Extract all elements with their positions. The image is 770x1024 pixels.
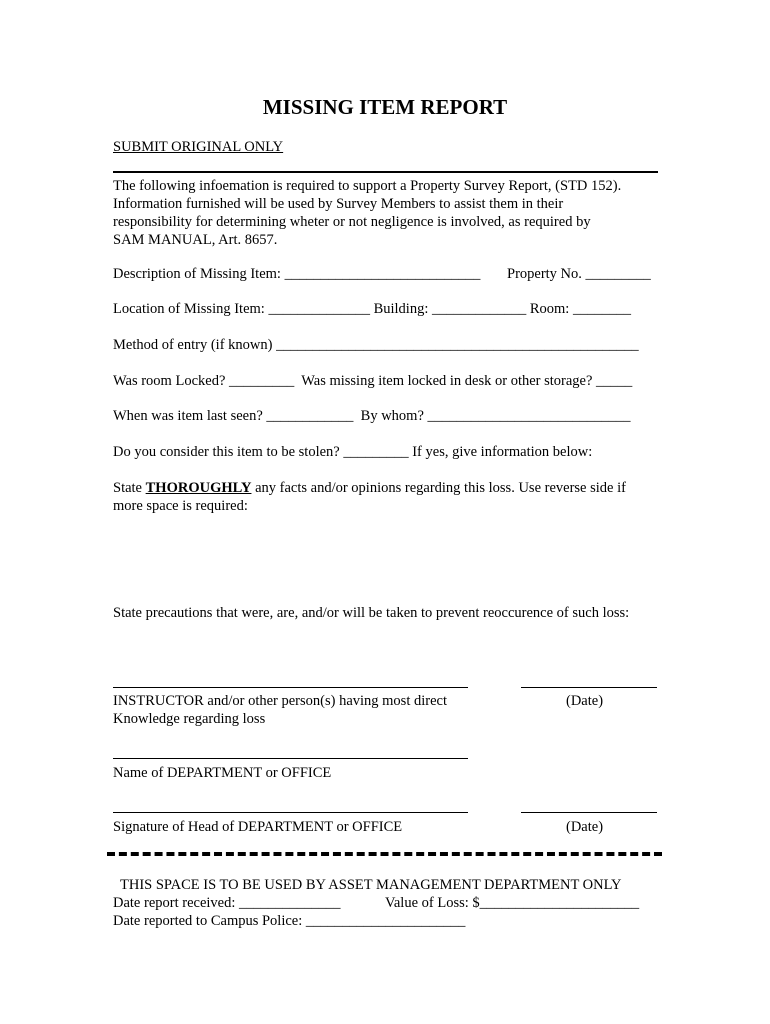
head-signature-line[interactable] bbox=[113, 812, 468, 813]
precautions-instruction: State precautions that were, are, and/or will be taken to prevent reoccurence of such loss: bbox=[113, 605, 630, 621]
thoroughly-emphasis: THOROUGHLY bbox=[145, 480, 252, 496]
header-rule bbox=[113, 171, 658, 173]
room-locked-field[interactable]: Was room Locked? _________ Was missing item locked in desk or other storage? _____ bbox=[113, 373, 633, 389]
page-title: MISSING ITEM REPORT bbox=[262, 95, 508, 119]
date-line-2[interactable] bbox=[521, 812, 657, 813]
instructor-label-line2: Knowledge regarding loss bbox=[113, 711, 266, 727]
date-label-1: (Date) bbox=[566, 693, 604, 709]
method-of-entry-field[interactable]: Method of entry (if known) __________________________________________________ bbox=[113, 337, 639, 353]
submit-original-notice: SUBMIT ORIGINAL ONLY bbox=[113, 139, 284, 155]
thoroughly-instruction bbox=[113, 479, 626, 497]
asset-management-heading: THIS SPACE IS TO BE USED BY ASSET MANAGEMENT DEPARTMENT ONLY bbox=[120, 877, 622, 893]
thoroughly-instruction-line2: more space is required: bbox=[113, 498, 248, 514]
date-received-field[interactable]: Date report received: ______________ bbox=[113, 895, 341, 911]
instructor-label: INSTRUCTOR and/or other person(s) having most direct bbox=[113, 693, 447, 709]
dashed-divider bbox=[107, 852, 662, 856]
intro-line: SAM MANUAL, Art. 8657. bbox=[113, 232, 278, 248]
date-reported-police-field[interactable]: Date reported to Campus Police: ______________________ bbox=[113, 913, 466, 929]
last-seen-field[interactable]: When was item last seen? ____________ By whom? ____________________________ bbox=[113, 408, 631, 424]
department-name-line[interactable] bbox=[113, 758, 468, 759]
head-signature-label: Signature of Head of DEPARTMENT or OFFICE bbox=[113, 819, 403, 835]
instructor-signature-line[interactable] bbox=[113, 687, 468, 688]
intro-line: The following infoemation is required to support a Property Survey Report, (STD 152). bbox=[113, 178, 622, 194]
department-label: Name of DEPARTMENT or OFFICE bbox=[113, 765, 332, 781]
intro-line: responsibility for determining wheter or not negligence is involved, as required by bbox=[113, 214, 591, 230]
location-field[interactable]: Location of Missing Item: ______________ Building: _____________ Room: ________ bbox=[113, 301, 631, 317]
value-of-loss-field[interactable]: Value of Loss: $______________________ bbox=[385, 895, 640, 911]
property-no-field[interactable]: Property No. _________ bbox=[507, 266, 651, 282]
date-label-2: (Date) bbox=[566, 819, 604, 835]
intro-line: Information furnished will be used by Survey Members to assist them in their bbox=[113, 196, 564, 212]
thoroughly-prefix: State bbox=[113, 480, 146, 496]
description-field[interactable]: Description of Missing Item: ___________________________ bbox=[113, 266, 481, 282]
date-line-1[interactable] bbox=[521, 687, 657, 688]
stolen-field[interactable]: Do you consider this item to be stolen? _________ If yes, give information below: bbox=[113, 444, 593, 460]
thoroughly-suffix: any facts and/or opinions regarding this loss. Use reverse side if bbox=[251, 480, 626, 496]
